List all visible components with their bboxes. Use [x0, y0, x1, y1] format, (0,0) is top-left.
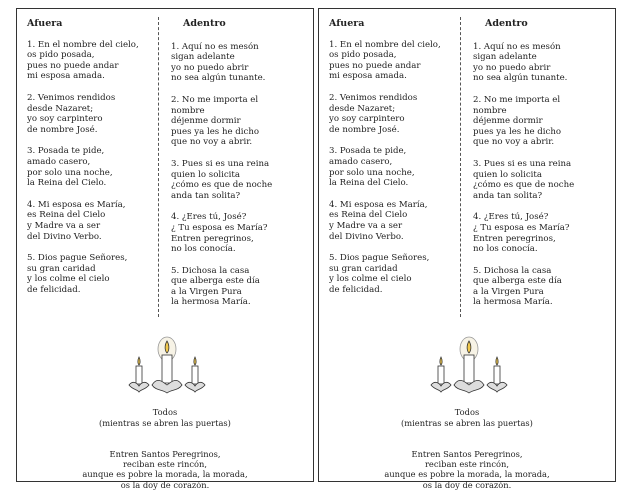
footer	[17, 397, 313, 501]
todos-caption: Todos (mientras se abren las puertas)	[401, 407, 533, 428]
afuera-stanza-2: 2. Venimos rendidos desde Nazaret; yo soy carpintero de nombre José.	[329, 92, 418, 135]
afuera-column	[27, 19, 157, 306]
afuera-stanza-5: 5. Dios pague Señores, su gran caridad y los colme el cielo de felicidad.	[27, 253, 128, 295]
adentro-stanza-5: 5. Dichosa la casa que alberga este día a la Virgen Pura la hermosa María.	[473, 265, 562, 308]
afuera-stanza-2: 2. Venimos rendidos desde Nazaret; yo soy carpintero de nombre José.	[27, 92, 116, 135]
afuera-heading: Afuera	[27, 18, 63, 29]
candles-illustration-icon	[414, 335, 524, 399]
posada-card-right	[318, 8, 616, 490]
adentro-stanza-3: 3. Pues si es una reina quien lo solicita ¿cómo es que de noche anda tan solita?	[171, 158, 273, 201]
footer	[319, 397, 615, 501]
adentro-stanza-2: 2. No me importa el nombre déjenme dormir pues ya les he dicho que no voy a abrir.	[473, 94, 562, 148]
adentro-stanza-3: 3. Pues si es una reina quien lo solicita ¿cómo es que de noche anda tan solita?	[473, 158, 575, 201]
afuera-heading: Afuera	[329, 18, 365, 29]
adentro-stanza-1: 1. Aquí no es mesón sigan adelante yo no puedo abrir no sea algún tunante.	[473, 41, 568, 84]
adentro-stanza-4: 4. ¿Eres tú, José? ¿ Tu esposa es María? Entren peregrinos, no los conocía.	[473, 212, 570, 255]
final-stanza: Entren Santos Peregrinos, reciban este rincón, aunque es pobre la morada, la morada, os la doy de corazón.	[82, 448, 248, 490]
adentro-stanza-1: 1. Aquí no es mesón sigan adelante yo no puedo abrir no sea algún tunante.	[171, 41, 266, 84]
final-stanza: Entren Santos Peregrinos, reciban este rincón, aunque es pobre la morada, la morada, os la doy de corazón.	[384, 448, 550, 490]
afuera-stanza-5: 5. Dios pague Señores, su gran caridad y los colme el cielo de felicidad.	[329, 253, 430, 295]
afuera-stanza-3: 3. Posada te pide, amado casero, por solo una noche, la Reina del Cielo.	[329, 146, 415, 189]
adentro-stanza-5: 5. Dichosa la casa que alberga este día a la Virgen Pura la hermosa María.	[171, 265, 260, 308]
afuera-column	[329, 19, 459, 306]
todos-caption: Todos (mientras se abren las puertas)	[99, 407, 231, 428]
adentro-column	[473, 19, 611, 319]
column-divider	[158, 17, 159, 317]
afuera-stanza-1: 1. En el nombre del cielo, os pido posada, pues no puede andar mi esposa amada.	[329, 39, 441, 82]
adentro-heading: Adentro	[485, 18, 528, 29]
afuera-stanza-3: 3. Posada te pide, amado casero, por solo una noche, la Reina del Cielo.	[27, 146, 113, 189]
adentro-stanza-2: 2. No me importa el nombre déjenme dormir pues ya les he dicho que no voy a abrir.	[171, 94, 260, 148]
afuera-stanza-4: 4. Mi esposa es María, es Reina del Cielo y Madre va a ser del Divino Verbo.	[27, 199, 126, 242]
adentro-heading: Adentro	[183, 18, 226, 29]
adentro-column	[171, 19, 309, 319]
posada-card-left	[16, 8, 314, 490]
afuera-stanza-4: 4. Mi esposa es María, es Reina del Cielo y Madre va a ser del Divino Verbo.	[329, 199, 428, 242]
column-divider	[460, 17, 461, 317]
adentro-stanza-4: 4. ¿Eres tú, José? ¿ Tu esposa es María? Entren peregrinos, no los conocía.	[171, 212, 268, 255]
candles-illustration-icon	[112, 335, 222, 399]
afuera-stanza-1: 1. En el nombre del cielo, os pido posada, pues no puede andar mi esposa amada.	[27, 39, 139, 82]
